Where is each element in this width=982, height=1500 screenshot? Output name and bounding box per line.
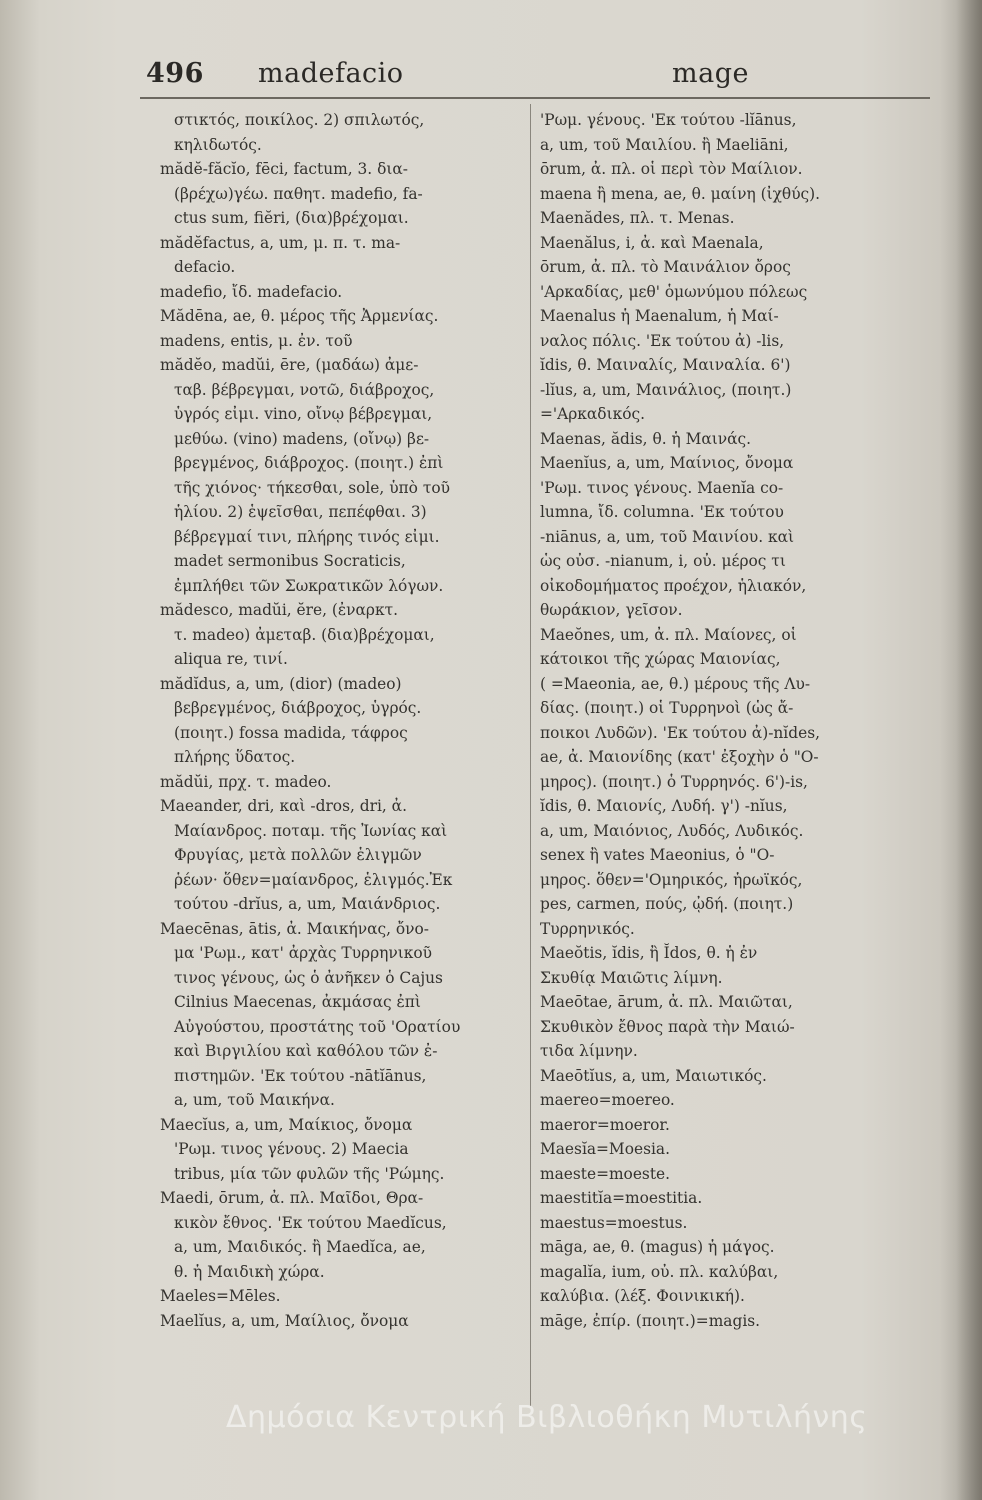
entry-line: Cilnius Maecenas, ἀκμάσας ἐπὶ bbox=[174, 993, 421, 1011]
spine-shadow bbox=[956, 0, 982, 1500]
entry-line: Maenădes, πλ. τ. Menas. bbox=[540, 209, 735, 227]
entry-line: madefio, ἴδ. madefacio. bbox=[160, 282, 343, 301]
entry-line: Σκυθικὸν ἔθνος παρὰ τὴν Μαιώ- bbox=[540, 1017, 795, 1036]
entry-line: στικτός, ποικίλος. 2) σπιλωτός, bbox=[174, 111, 425, 129]
entry-line: mădĕ-făcĭo, fēci, factum, 3. δια- bbox=[160, 160, 408, 178]
entry-line: 'Ρωμ. τινος γένους. Maenĭa co- bbox=[540, 478, 784, 497]
entry-line: καὶ Βιργιλίου καὶ καθόλου τῶν ἐ- bbox=[174, 1042, 438, 1060]
entry-line: 'Ρωμ. τινος γένους. 2) Maecia bbox=[174, 1140, 409, 1158]
entry-line: μα 'Ρωμ., κατ' ἀρχὰς Τυρρηνικοῦ bbox=[174, 944, 432, 962]
entry-line: magalĭa, ium, οὐ. πλ. καλύβαι, bbox=[540, 1262, 779, 1281]
entry-line: (βρέχω)γέω. παθητ. madefio, fa- bbox=[174, 184, 423, 203]
entry-line: Mădēna, ae, θ. μέρος τῆς Ἀρμενίας. bbox=[160, 307, 439, 325]
entry-line: θωράκιον, γεῖσον. bbox=[540, 601, 683, 619]
entry-line: Maelĭus, a, um, Μαίλιος, ὄνομα bbox=[160, 1311, 409, 1330]
entry-line: πιστημῶν. 'Εκ τούτου -nātĭānus, bbox=[174, 1066, 427, 1085]
entry-line: ōrum, ἀ. πλ. οἱ περὶ τὸν Μαίλιον. bbox=[540, 160, 803, 178]
entry-line: lumna, ἴδ. columna. 'Εκ τούτου bbox=[540, 503, 784, 521]
entry-line: madet sermonibus Socraticis, bbox=[174, 552, 406, 570]
entry-line: τῆς χιόνος· τήκεσθαι, sole, ὑπὸ τοῦ bbox=[174, 478, 450, 497]
entry-line: μηρος. ὅθεν='Ομηρικός, ἡρωϊκός, bbox=[540, 870, 803, 889]
entry-line: ĭdis, θ. Μαιναλίς, Μαιναλία. 6') bbox=[540, 356, 791, 374]
page-number: 496 bbox=[146, 58, 204, 89]
entry-line: Μαίανδρος. ποταμ. τῆς Ἰωνίας καὶ bbox=[174, 821, 448, 840]
entry-line: βεβρεγμένος, διάβροχος, ὑγρός. bbox=[174, 699, 422, 717]
right-guide-word: mage bbox=[672, 58, 749, 89]
entry-line: 'Ρωμ. γένους. 'Εκ τούτου -lĭānus, bbox=[540, 111, 797, 129]
entry-line: Σκυθίᾳ Μαιῶτις λίμνη. bbox=[540, 968, 723, 987]
entry-line: κικὸν ἔθνος. 'Εκ τούτου Maedĭcus, bbox=[174, 1213, 447, 1232]
entry-line: Maeŏtis, ĭdis, ἢ Ĭdos, θ. ἡ ἐν bbox=[540, 944, 758, 962]
entry-line: μεθύω. (vino) madens, (οἴνῳ) βε- bbox=[174, 429, 430, 448]
column-divider bbox=[530, 104, 531, 1406]
entry-line: a, um, τοῦ Μαικήνα. bbox=[174, 1091, 335, 1109]
entry-line: βρεγμένος, διάβροχος. (ποιητ.) ἐπὶ bbox=[174, 454, 444, 472]
entry-line: τιδα λίμνην. bbox=[540, 1042, 638, 1060]
right-column bbox=[540, 108, 924, 1333]
entry-line: τινος γένους, ὡς ὁ ἀνῆκεν ὁ Cajus bbox=[174, 968, 443, 987]
entry-line: ōrum, ἀ. πλ. τὸ Μαινάλιον ὄρος bbox=[540, 258, 791, 276]
entry-line: Maecĭus, a, um, Μαίκιος, ὄνομα bbox=[160, 1115, 413, 1134]
entry-line: mădŭi, πρχ. τ. madeo. bbox=[160, 772, 332, 791]
entry-line: Maenălus, i, ἀ. καὶ Maenala, bbox=[540, 233, 764, 252]
entry-line: Maesĭa=Moesia. bbox=[540, 1140, 670, 1158]
entry-line: κηλιδωτός. bbox=[174, 135, 262, 154]
entry-line: Maenalus ἡ Maenalum, ἡ Μαί- bbox=[540, 307, 779, 325]
entry-line: ὡς οὐσ. -nianum, i, οὐ. μέρος τι bbox=[540, 552, 786, 570]
entry-line: māge, ἐπίρ. (ποιητ.)=magis. bbox=[540, 1311, 761, 1330]
entry-line: Maeles=Mēles. bbox=[160, 1287, 281, 1305]
entry-line: 'Αρκαδίας, μεθ' ὁμωνύμου πόλεως bbox=[540, 282, 808, 301]
entry-line: ῥέων· ὅθεν=μαίανδρος, ἑλιγμός.Ἐκ bbox=[174, 870, 453, 889]
entry-line: senex ἢ vates Maeonius, ὁ "Ο- bbox=[540, 846, 775, 864]
entry-line: aliqua re, τινί. bbox=[174, 650, 288, 668]
entry-line: Maedi, ōrum, ἀ. πλ. Μαῖδοι, Θρα- bbox=[160, 1189, 424, 1207]
entry-line: ἐμπλήθει τῶν Σωκρατικῶν λόγων. bbox=[174, 576, 444, 595]
entry-line: τούτου -drĭus, a, um, Μαιάνδριος. bbox=[174, 895, 441, 913]
entry-line: a, um, τοῦ Μαιλίου. ἢ Maeliāni, bbox=[540, 135, 789, 154]
entry-line: a, um, Μαιδικός. ἢ Maedĭca, ae, bbox=[174, 1238, 426, 1256]
entry-line: a, um, Μαιόνιος, Λυδός, Λυδικός. bbox=[540, 821, 804, 840]
entry-line: Maeŏnes, um, ἀ. πλ. Μαίονες, οἱ bbox=[540, 625, 797, 644]
entry-line: mădesco, madŭi, ĕre, (ἐναρκτ. bbox=[160, 601, 398, 619]
entry-line: maeste=moeste. bbox=[540, 1164, 671, 1183]
entry-line: τ. madeo) ἀμεταβ. (δια)βρέχομαι, bbox=[174, 625, 435, 644]
library-watermark: Δημόσια Κεντρική Βιβλιοθήκη Μυτιλήνης bbox=[226, 1400, 868, 1435]
entry-line: māga, ae, θ. (magus) ἡ μάγος. bbox=[540, 1238, 775, 1256]
entry-line: maena ἢ mena, ae, θ. μαίνη (ἰχθύς). bbox=[540, 184, 821, 203]
entry-line: madens, entis, μ. ἐν. τοῦ bbox=[160, 331, 353, 350]
entry-line: δίας. (ποιητ.) οἱ Τυρρηνοὶ (ὡς ἄ- bbox=[540, 699, 794, 717]
entry-line: ae, ἀ. Μαιονίδης (κατ' ἐξοχὴν ὁ "Ο- bbox=[540, 748, 819, 766]
left-guide-word: madefacio bbox=[258, 58, 404, 89]
entry-line: Φρυγίας, μετὰ πολλῶν ἑλιγμῶν bbox=[174, 846, 422, 864]
entry-line: ποικοι Λυδῶν). 'Εκ τούτου ἀ)-nĭdes, bbox=[540, 723, 820, 742]
entry-line: (ποιητ.) fossa madida, τάφρος bbox=[174, 723, 408, 742]
entry-line: maestitĭa=moestitia. bbox=[540, 1189, 703, 1207]
entry-line: -lĭus, a, um, Μαινάλιος, (ποιητ.) bbox=[540, 380, 792, 399]
entry-line: Maenĭus, a, um, Μαίνιος, ὄνομα bbox=[540, 454, 794, 472]
entry-line: maereo=moereo. bbox=[540, 1091, 675, 1109]
entry-line: Maeōtae, ārum, ἀ. πλ. Μαιῶται, bbox=[540, 993, 793, 1011]
entry-line: βέβρεγμαί τινι, πλήρης τινός εἰμι. bbox=[174, 527, 440, 546]
entry-line: maestus=moestus. bbox=[540, 1213, 688, 1232]
entry-line: Maeōtĭus, a, um, Μαιωτικός. bbox=[540, 1066, 767, 1085]
header-rule bbox=[140, 97, 930, 99]
entry-line: pes, carmen, πούς, ᾠδή. (ποιητ.) bbox=[540, 895, 794, 913]
entry-line: μηρος). (ποιητ.) ὁ Τυρρηνός. 6')-is, bbox=[540, 772, 808, 791]
entry-line: ναλος πόλις. 'Εκ τούτου ἀ) -lis, bbox=[540, 331, 785, 350]
entry-line: θ. ἡ Μαιδικὴ χώρα. bbox=[174, 1262, 325, 1281]
entry-line: ὑγρός εἰμι. vino, οἴνῳ βέβρεγμαι, bbox=[174, 405, 433, 423]
entry-line: mădĭdus, a, um, (dior) (madeo) bbox=[160, 674, 402, 693]
entry-line: -niānus, a, um, τοῦ Μαινίου. καὶ bbox=[540, 527, 795, 546]
left-column bbox=[160, 108, 522, 1333]
entry-line: ( =Maeonia, ae, θ.) μέρους τῆς Λυ- bbox=[540, 674, 811, 693]
entry-line: ctus sum, fiĕri, (δια)βρέχομαι. bbox=[174, 209, 409, 227]
entry-line: Maeander, dri, καὶ -dros, dri, ἀ. bbox=[160, 797, 407, 815]
entry-line: maeror=moeror. bbox=[540, 1115, 670, 1134]
entry-line: ĭdis, θ. Μαιονίς, Λυδή. γ') -nĭus, bbox=[540, 797, 788, 815]
entry-line: κάτοικοι τῆς χώρας Μαιονίας, bbox=[540, 650, 781, 668]
entry-line: ='Αρκαδικός. bbox=[540, 405, 645, 423]
entry-line: οἰκοδομήματος προέχον, ἡλιακόν, bbox=[540, 576, 807, 595]
entry-line: Αὐγούστου, προστάτης τοῦ 'Ορατίου bbox=[174, 1017, 461, 1036]
entry-line: Maenas, ădis, θ. ἡ Μαινάς. bbox=[540, 429, 752, 448]
entry-line: πλήρης ὕδατος. bbox=[174, 748, 296, 766]
entry-line: ταβ. βέβρεγμαι, νοτῶ, διάβροχος, bbox=[174, 380, 435, 399]
entry-line: Maecēnas, ātis, ἀ. Μαικήνας, ὄνο- bbox=[160, 919, 429, 938]
entry-line: defacio. bbox=[174, 258, 236, 276]
entry-line: καλύβια. (λέξ. Φοινικική). bbox=[540, 1287, 745, 1305]
entry-line: ἡλίου. 2) ἑψεῖσθαι, πεπέφθαι. 3) bbox=[174, 503, 427, 521]
entry-line: mădĕo, madŭi, ēre, (μαδάω) ἀμε- bbox=[160, 356, 419, 374]
entry-line: tribus, μία τῶν φυλῶν τῆς 'Ρώμης. bbox=[174, 1164, 445, 1183]
entry-line: mădĕfactus, a, um, μ. π. τ. ma- bbox=[160, 233, 401, 252]
entry-line: Τυρρηνικός. bbox=[540, 919, 635, 938]
